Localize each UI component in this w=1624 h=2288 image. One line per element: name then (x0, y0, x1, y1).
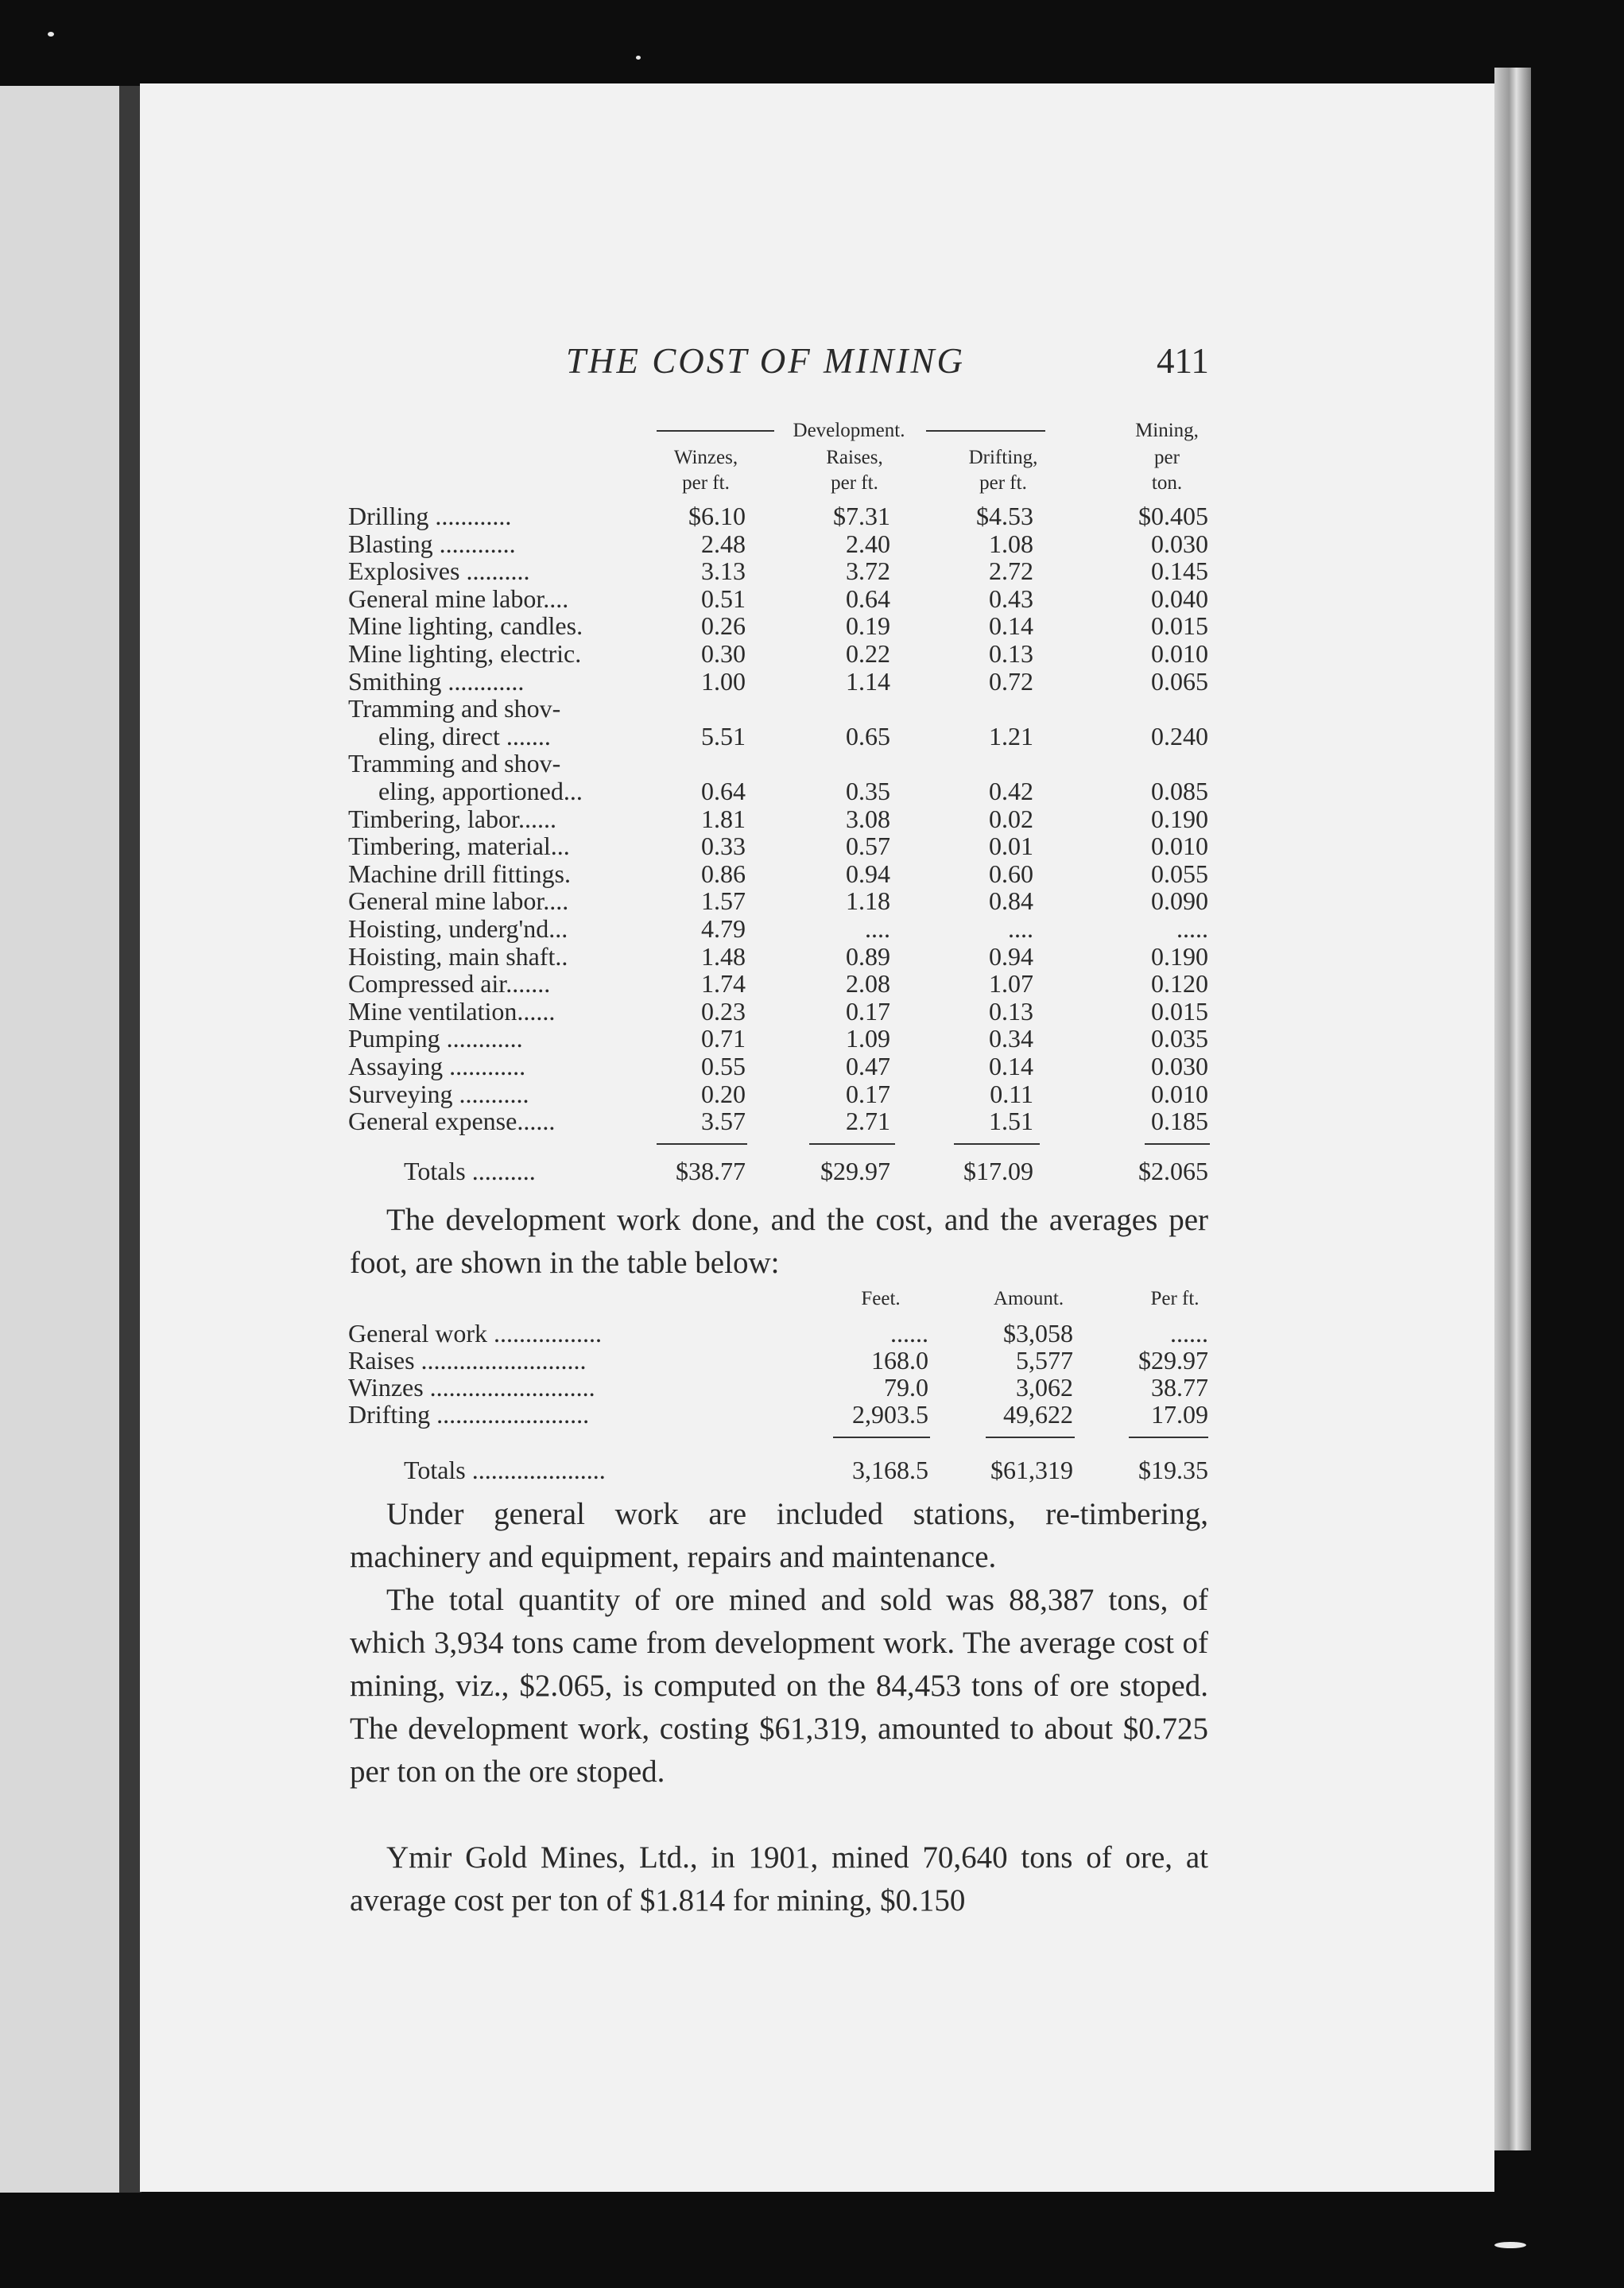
column-header: Raises, (826, 447, 883, 468)
cell-value: 0.35 (846, 777, 890, 805)
cell-value: 2.40 (846, 529, 890, 558)
table-rule (954, 1143, 1040, 1145)
dust-speck (48, 32, 54, 37)
cell-value: 1.00 (701, 666, 746, 696)
table-rule (1145, 1143, 1210, 1145)
cell-value: 0.17 (846, 996, 890, 1026)
row-label: Blasting ............ (348, 529, 516, 558)
cell-value: $3,058 (1003, 1319, 1073, 1348)
cell-value: 3,062 (1016, 1373, 1073, 1402)
row-label: Assaying ............ (348, 1052, 526, 1080)
totals-value: 3,168.5 (852, 1456, 928, 1484)
cell-value: 3.13 (701, 556, 746, 586)
cell-value: 0.010 (1151, 832, 1208, 861)
cell-value: 0.47 (846, 1052, 890, 1080)
column-header: per ft. (831, 472, 878, 494)
cell-value: 0.72 (989, 666, 1033, 696)
column-header: Winzes, (673, 447, 738, 468)
cell-value: 0.090 (1151, 886, 1208, 916)
cell-value: 0.030 (1151, 1052, 1208, 1080)
cell-value: 1.57 (701, 886, 746, 916)
cell-value: 0.13 (989, 639, 1033, 668)
cell-value: $29.97 (1138, 1346, 1208, 1375)
cell-value: 0.015 (1151, 611, 1208, 641)
cell-value: 0.190 (1151, 804, 1208, 833)
totals-value: $38.77 (676, 1156, 746, 1185)
cell-value: 5.51 (701, 721, 746, 750)
cell-value: 168.0 (871, 1346, 928, 1375)
cell-value: 17.09 (1151, 1400, 1208, 1429)
cell-value: ..... (1176, 914, 1208, 943)
cell-value: 0.010 (1151, 639, 1208, 668)
cell-value: 0.11 (990, 1079, 1033, 1108)
row-label: Timbering, material... (348, 832, 570, 861)
cell-value: 0.94 (846, 859, 890, 888)
cell-value: $6.10 (688, 502, 746, 530)
cell-value: 0.035 (1151, 1024, 1208, 1053)
cell-value: 0.23 (701, 996, 746, 1026)
paragraph: The development work done, and the cost, and the averages per foot, are shown in the table below: (350, 1203, 1208, 1280)
totals-value: $61,319 (990, 1456, 1073, 1484)
row-label: General mine labor.... (348, 886, 569, 916)
cell-value: 1.09 (846, 1024, 890, 1053)
paragraph: Ymir Gold Mines, Ltd., in 1901, mined 70,640 tons of ore, at average cost per ton of $1.814 for mining, $0.150 (350, 1840, 1208, 1918)
cell-value: 0.51 (701, 584, 746, 613)
column-header: Amount. (993, 1288, 1064, 1309)
cell-value: 2.48 (701, 529, 746, 558)
table-rule (986, 1437, 1075, 1438)
totals-value: $17.09 (963, 1156, 1033, 1185)
page-stack-edge (1494, 68, 1531, 2150)
row-label: Hoisting, main shaft.. (348, 941, 568, 971)
cell-value: 1.18 (846, 886, 890, 916)
cell-value: 5,577 (1016, 1346, 1073, 1375)
row-label: Winzes .......................... (348, 1373, 595, 1402)
cell-value: 0.20 (701, 1079, 746, 1108)
row-label: Tramming and shov- (348, 694, 561, 723)
cell-value: 0.02 (989, 804, 1033, 833)
row-label: Drilling ............ (348, 502, 512, 530)
cell-value: 0.22 (846, 639, 890, 668)
paragraph: Under general work are included stations, re-timbering, machinery and equipment, repairs and maintenance. (350, 1497, 1208, 1574)
column-header: per ft. (682, 472, 730, 494)
cell-value: 0.14 (989, 1052, 1033, 1080)
row-label: General mine labor.... (348, 584, 569, 613)
table-rule (833, 1437, 930, 1438)
cell-value: .... (865, 914, 890, 943)
cell-value: 0.71 (701, 1024, 746, 1053)
cell-value: .... (1008, 914, 1033, 943)
cell-value: 0.14 (989, 611, 1033, 641)
cell-value: 4.79 (701, 914, 746, 943)
dust-speck (636, 56, 641, 60)
facing-page-edge (0, 86, 137, 2193)
cell-value: 0.065 (1151, 666, 1208, 696)
cell-value: 0.64 (846, 584, 890, 613)
cell-value: 0.65 (846, 721, 890, 750)
cell-value: 1.08 (989, 529, 1033, 558)
dust-speck (1494, 2242, 1526, 2248)
cell-value: 49,622 (1003, 1400, 1073, 1429)
cell-value: 0.120 (1151, 969, 1208, 999)
cell-value: 0.17 (846, 1079, 890, 1108)
cell-value: 0.57 (846, 832, 890, 861)
column-header: per (1154, 447, 1180, 468)
cell-value: 0.60 (989, 859, 1033, 888)
row-label: eling, apportioned... (378, 777, 583, 805)
row-label: Raises .......................... (348, 1346, 587, 1375)
cell-value: $0.405 (1138, 502, 1208, 530)
cell-value: 2.08 (846, 969, 890, 999)
row-label: General expense...... (348, 1107, 556, 1136)
totals-value: $29.97 (820, 1156, 890, 1185)
column-header: Per ft. (1150, 1288, 1200, 1309)
column-header: per ft. (979, 472, 1027, 494)
cell-value: 0.185 (1151, 1107, 1208, 1136)
totals-label: Totals .......... (404, 1156, 536, 1185)
cell-value: 3.57 (701, 1107, 746, 1136)
cell-value: 0.84 (989, 886, 1033, 916)
totals-value: $19.35 (1138, 1456, 1208, 1484)
row-label: Drifting ........................ (348, 1400, 590, 1429)
row-label: Hoisting, underg'nd... (348, 914, 568, 943)
cell-value: 3.72 (846, 556, 890, 586)
cell-value: 0.030 (1151, 529, 1208, 558)
column-header: Drifting, (968, 447, 1038, 468)
row-label: Explosives .......... (348, 556, 530, 586)
development-group-label: Development. (793, 420, 905, 441)
table-rule (926, 430, 1045, 432)
table-rule (657, 430, 774, 432)
column-header: Mining, (1135, 420, 1199, 441)
cell-value: 0.34 (989, 1024, 1033, 1053)
cell-value: 0.86 (701, 859, 746, 888)
cell-value: 3.08 (846, 804, 890, 833)
cell-value: 0.94 (989, 941, 1033, 971)
totals-label: Totals ..................... (404, 1456, 606, 1484)
cell-value: 0.190 (1151, 941, 1208, 971)
row-label: eling, direct ....... (378, 721, 551, 750)
cell-value: 2,903.5 (852, 1400, 928, 1429)
cell-value: 1.07 (989, 969, 1033, 999)
paragraph: The total quantity of ore mined and sold was 88,387 tons, of which 3,934 tons came from development work. The average cost of mining, viz., $2.065, is computed on the 84,453 tons of ore stoped. The development work, costing $61,319, amounted to about $0.725 per ton on the ore stoped. (350, 1583, 1208, 1789)
running-title: THE COST OF MINING (566, 341, 965, 381)
cell-value: 0.01 (989, 832, 1033, 861)
table-rule (809, 1143, 895, 1145)
row-label: Tramming and shov- (348, 749, 561, 778)
row-label: Machine drill fittings. (348, 859, 571, 888)
cell-value: 0.085 (1151, 777, 1208, 805)
cell-value: 0.040 (1151, 584, 1208, 613)
cell-value: 1.21 (989, 721, 1033, 750)
cell-value: 1.74 (701, 969, 746, 999)
cell-value: 0.30 (701, 639, 746, 668)
row-label: General work ................. (348, 1319, 603, 1348)
cell-value: 0.42 (989, 777, 1033, 805)
row-label: Mine ventilation...... (348, 996, 556, 1026)
row-label: Surveying ........... (348, 1079, 529, 1108)
row-label: Mine lighting, candles. (348, 611, 583, 641)
cell-value: 0.64 (701, 777, 746, 805)
cell-value: 0.015 (1151, 996, 1208, 1026)
page-number: 411 (1157, 341, 1209, 381)
cell-value: 1.48 (701, 941, 746, 971)
cell-value: $4.53 (976, 502, 1033, 530)
row-label: Smithing ............ (348, 666, 525, 696)
row-label: Timbering, labor...... (348, 804, 556, 833)
cell-value: 2.72 (989, 556, 1033, 586)
cell-value: 79.0 (884, 1373, 928, 1402)
cell-value: 0.010 (1151, 1079, 1208, 1108)
row-label: Pumping ............ (348, 1024, 523, 1053)
totals-value: $2.065 (1138, 1156, 1208, 1185)
cell-value: 38.77 (1151, 1373, 1208, 1402)
column-header: Feet. (861, 1288, 901, 1309)
cell-value: ...... (1170, 1319, 1208, 1348)
cell-value: 1.81 (701, 804, 746, 833)
cell-value: 0.33 (701, 832, 746, 861)
book-gutter (119, 86, 141, 2193)
table-rule (657, 1143, 747, 1145)
cell-value: 1.14 (846, 666, 890, 696)
cell-value: 0.055 (1151, 859, 1208, 888)
row-label: Mine lighting, electric. (348, 639, 582, 668)
cell-value: ...... (890, 1319, 928, 1348)
cell-value: 0.240 (1151, 721, 1208, 750)
row-label: Compressed air....... (348, 969, 551, 999)
table-rule (1129, 1437, 1208, 1438)
cell-value: 0.145 (1151, 556, 1208, 586)
cell-value: $7.31 (833, 502, 890, 530)
cell-value: 2.71 (846, 1107, 890, 1136)
cell-value: 0.19 (846, 611, 890, 641)
cell-value: 0.89 (846, 941, 890, 971)
cell-value: 0.55 (701, 1052, 746, 1080)
cell-value: 0.26 (701, 611, 746, 641)
cell-value: 0.43 (989, 584, 1033, 613)
column-header: ton. (1151, 472, 1183, 494)
cell-value: 1.51 (989, 1107, 1033, 1136)
cell-value: 0.13 (989, 996, 1033, 1026)
